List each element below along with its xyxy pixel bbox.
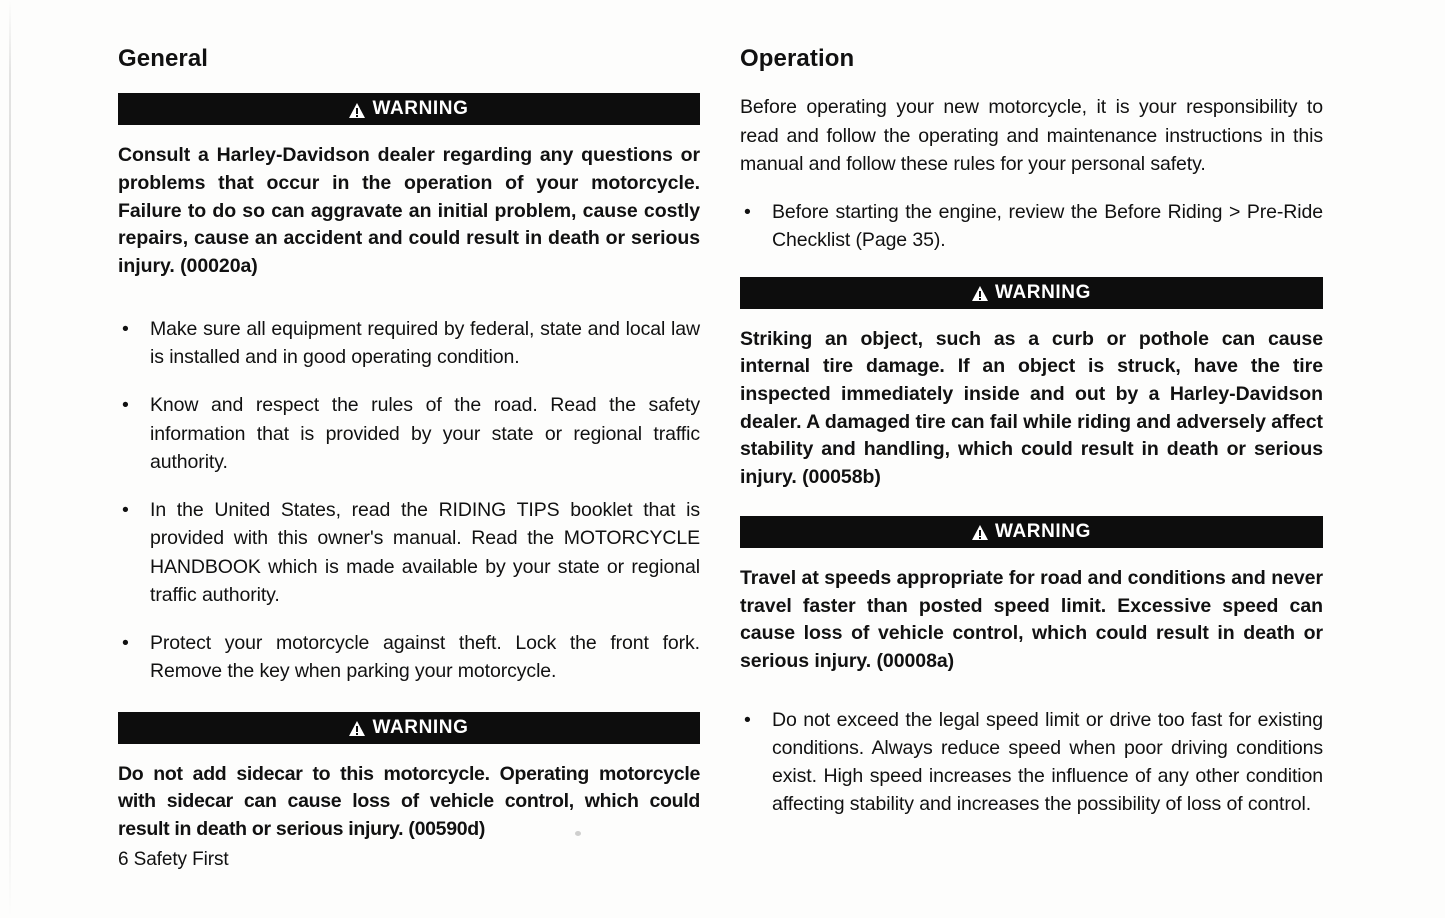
warning-triangle-icon <box>349 721 365 736</box>
list-item-text: In the United States, read the RIDING TIPS booklet that is provided with this owner's manual. Read the MOTORCYCLE HANDBOOK which is made available by your state or regional traffic authority. <box>150 499 700 606</box>
intro-paragraph: Before operating your new motorcycle, it is your responsibility to read and follow the operating and maintenance instructions in this manual and follow these rules for your personal safety. <box>740 96 1323 175</box>
bullet-marker-icon: • <box>122 317 129 340</box>
scan-binding-line <box>9 0 11 918</box>
bullet-marker-icon: • <box>122 632 129 655</box>
warning-banner <box>740 516 1323 548</box>
page-title-operation: Operation <box>740 45 855 72</box>
warning-banner-label: WARNING <box>994 281 1092 303</box>
warning-body-text: Travel at speeds appropriate for road and conditions and never travel faster than posted speed limit. Excessive speed can cause loss of vehicle control, which could result in death or serious injury. (00008a) <box>740 566 1323 672</box>
warning-triangle-icon <box>972 286 988 301</box>
list-item-text: Protect your motorcycle against theft. Lock the front fork. Remove the key when parking your motorcycle. <box>150 632 700 683</box>
warning-block-striking-object <box>740 277 1323 492</box>
bullet-marker-icon: • <box>122 394 129 417</box>
bullet-marker-icon: • <box>744 708 751 731</box>
warning-body-text: Do not add sidecar to this motorcycle. Operating motorcycle with sidecar can cause loss of vehicle control, which could result in death or serious injury. (00590d) <box>118 762 700 841</box>
list-item-text: Know and respect the rules of the road. Read the safety information that is provided by your state or regional traffic authority. <box>150 394 700 473</box>
left-column <box>118 46 700 844</box>
warning-triangle-icon <box>349 103 365 118</box>
warning-triangle-icon <box>972 525 988 540</box>
bullet-marker-icon: • <box>744 201 751 224</box>
list-item-text: Make sure all equipment required by federal, state and local law is installed and in good operating condition. <box>150 317 700 369</box>
warning-block-no-sidecar <box>118 712 700 844</box>
list-item <box>740 198 1323 255</box>
page-title-general: General <box>118 45 209 72</box>
warning-banner-label: WARNING <box>994 520 1092 542</box>
list-item <box>118 629 700 686</box>
warning-banner-label: WARNING <box>372 716 469 738</box>
list-item <box>118 315 700 372</box>
warning-body-text: Consult a Harley-Davidson dealer regarding any questions or problems that occur in the operation of your motorcycle. Failure to do so can aggravate an initial problem, cause costly repairs, cause an accident and could result in death or serious injury. (00020a) <box>118 144 700 278</box>
warning-body-text: Striking an object, such as a curb or pothole can cause internal tire damage. If an object is struck, have the tire inspected immediately inside and out by a Harley-Davidson dealer. A damaged tire can fail while riding and adversely affect stability and handling, which could result in death or serious injury. (00058b) <box>740 327 1323 489</box>
warning-banner <box>740 277 1323 309</box>
warning-block-travel-speed <box>740 516 1323 676</box>
right-column <box>740 46 1323 819</box>
list-item <box>118 391 700 476</box>
warning-block-consult-dealer <box>118 93 700 280</box>
warning-banner <box>118 712 700 744</box>
operation-bullet-list-bottom <box>740 706 1323 819</box>
warning-banner-label: WARNING <box>372 98 469 120</box>
list-item <box>740 706 1323 819</box>
general-bullet-list <box>118 315 700 686</box>
page-footer: 6 Safety First <box>118 849 229 870</box>
list-item-text: Before starting the engine, review the Before Riding > Pre-Ride Checklist (Page 35). <box>772 201 1323 252</box>
operation-bullet-list-top <box>740 198 1323 255</box>
list-item <box>118 496 700 609</box>
list-item-text: Do not exceed the legal speed limit or drive too fast for existing conditions. Always reduce speed when poor driving conditions exist. High speed increases the influence of any other condition affecting stability and increases the possibility of loss of control. <box>772 708 1323 816</box>
bullet-marker-icon: • <box>122 499 129 522</box>
warning-banner <box>118 93 700 125</box>
